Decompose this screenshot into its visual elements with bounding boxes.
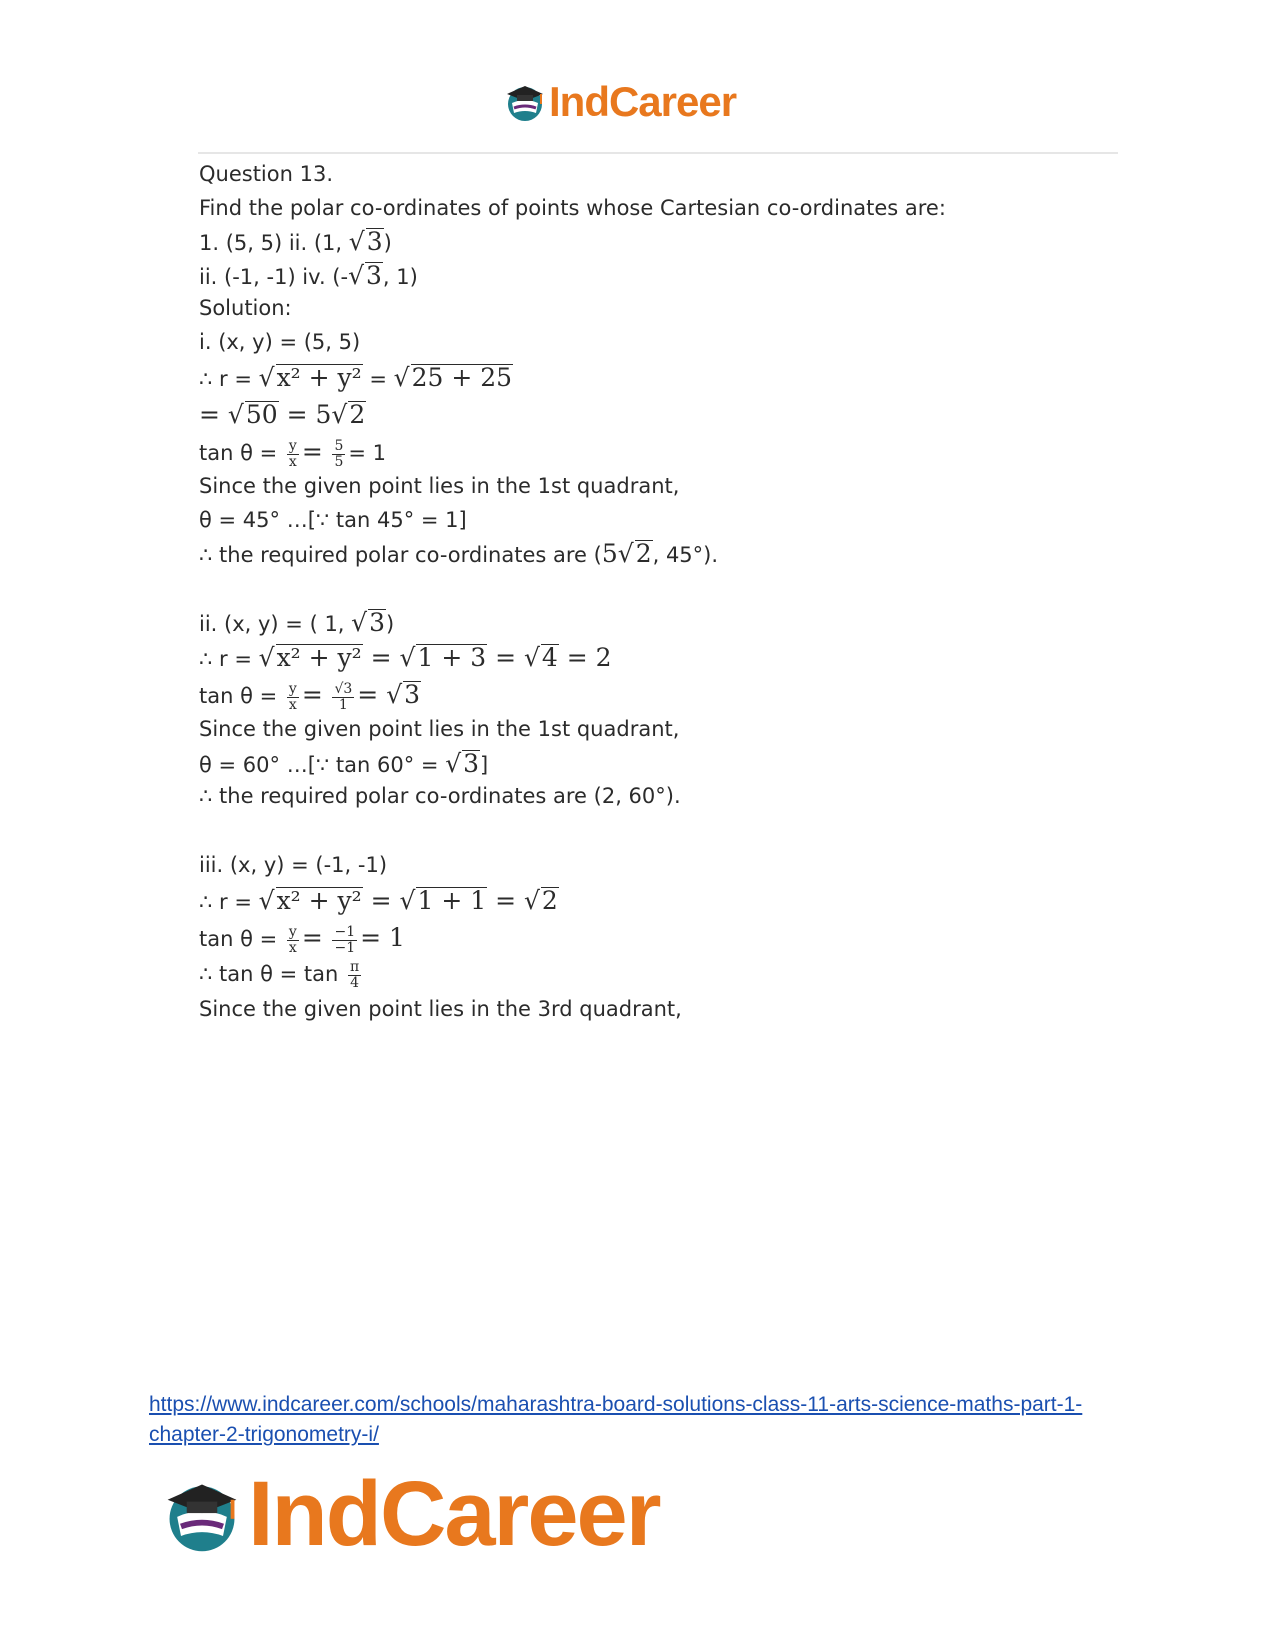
fraction: $\frac{-1}{-1}$ xyxy=(334,923,356,956)
solution-label: Solution: xyxy=(199,296,292,320)
part-i-r-simplified: = √50 = 5√2 xyxy=(199,400,366,429)
spacer xyxy=(199,814,1129,849)
part-iii-given: iii. (x, y) = (-1, -1) xyxy=(199,852,388,877)
footer-logo-text: IndCareer xyxy=(248,1463,660,1565)
part-ii-given: ii. (x, y) = ( 1, √3) xyxy=(199,607,395,637)
part-ii-quadrant: Since the given point lies in the 1st quadrant, xyxy=(199,717,680,741)
fraction: $\frac{5}{5}$ xyxy=(334,437,344,470)
therefore-r: ∴ r = xyxy=(199,367,252,391)
fraction: $\frac{y}{x}$ xyxy=(288,923,297,956)
spacer xyxy=(199,571,1129,606)
question-parts-line-1: 1. (5, 5) ii. (1, √3) xyxy=(199,227,392,256)
fraction: $\frac{√3}{1}$ xyxy=(334,680,353,713)
part-iii-quadrant: Since the given point lies in the 3rd quadrant, xyxy=(199,997,682,1021)
header-logo-text: IndCareer xyxy=(549,78,737,125)
part-i-quadrant: Since the given point lies in the 1st quadrant, xyxy=(199,474,680,498)
tan-theta: tan θ = xyxy=(199,441,278,465)
source-link[interactable]: https://www.indcareer.com/schools/maharashtra-board-solutions-class-11-arts-science-maths-part-1-chapter-2-trigonometry-i/ xyxy=(149,1393,1083,1446)
part-iii-r: ∴ r = √x² + y² = √1 + 1 = √2 xyxy=(199,886,558,915)
sqrt-x2-y2: x² + y² xyxy=(276,363,362,392)
part-ii-tan: tan θ = $\frac{y}{x}$ = $\frac{√3}{1}$ = √3 xyxy=(199,680,421,713)
question-parts-line-2: ii. (-1, -1) iv. (-√3, 1) xyxy=(199,260,418,290)
part-i-r: ∴ r = √x² + y² = √25 + 25 xyxy=(199,363,513,392)
graduation-cap-book-icon xyxy=(160,1475,244,1555)
fraction: $\frac{y}{x}$ xyxy=(288,680,297,713)
part-iii-tan: tan θ = $\frac{y}{x}$ = $\frac{-1}{-1}$ = 1 xyxy=(199,923,405,956)
footer-logo xyxy=(160,1462,660,1567)
xy-eq: (x, y) = xyxy=(218,329,298,354)
part-i-theta: θ = 45° …[∵ tan 45° = 1] xyxy=(199,507,467,532)
part-ii-r: ∴ r = √x² + y² = √1 + 3 = √4 = 2 xyxy=(199,643,612,672)
part-ii-theta: θ = 60° …[∵ tan 60° = √3] xyxy=(199,748,489,778)
question-prompt: Find the polar co-ordinates of points whose Cartesian co-ordinates are: xyxy=(199,195,946,220)
part-iii-tan-pi: ∴ tan θ = tan $\frac{\pi}{4}$ xyxy=(199,958,360,991)
fraction: $\frac{\pi}{4}$ xyxy=(350,958,360,991)
part-i-tan: tan θ = $\frac{y}{x}$ = $\frac{5}{5}$ = 1 xyxy=(199,437,387,470)
solution-content xyxy=(199,158,1129,1035)
header-divider xyxy=(198,152,1118,154)
header-logo xyxy=(503,78,736,126)
fraction: $\frac{y}{x}$ xyxy=(288,437,297,470)
graduation-cap-book-icon xyxy=(503,82,547,122)
part-i-answer: ∴ the required polar co-ordinates are (5√2, 45°). xyxy=(199,539,719,568)
question-title: Question 13. xyxy=(199,162,333,186)
part-i-given: i. (x, y) = (5, 5) xyxy=(199,329,361,354)
part-ii-answer: ∴ the required polar co-ordinates are (2, 60°). xyxy=(199,784,681,808)
cropped-line xyxy=(199,1027,1129,1035)
